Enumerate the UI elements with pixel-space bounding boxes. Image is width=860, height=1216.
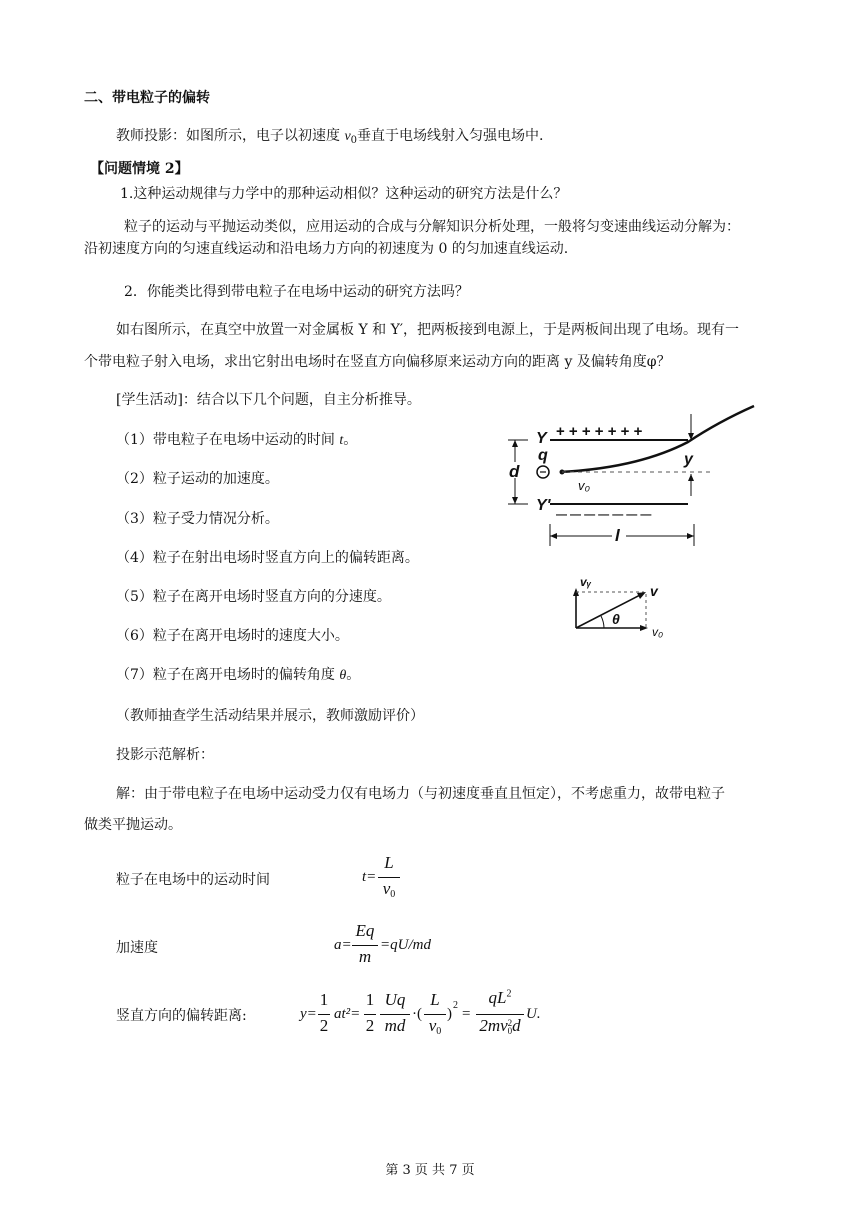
vy-label: vᵧ (580, 575, 592, 589)
item-text: （4）粒子在射出电场时竖直方向上的偏转距离。 (116, 550, 419, 566)
formula-defl-f4-den: $v_0$ (428, 1016, 442, 1037)
formula-defl-f2-den: 2 (365, 1016, 375, 1035)
formula-defl-f3-num: Uq (384, 990, 406, 1009)
intro-text-after: 垂直于电场线射入匀强电场中. (357, 128, 544, 144)
item-text: （1）带电粒子在电场中运动的时间 (116, 432, 340, 448)
activity-item-6 (116, 626, 349, 646)
item-text: （5）粒子在离开电场时竖直方向的分速度。 (116, 589, 391, 605)
formula-time-lhs: t= (362, 869, 377, 885)
teacher-check: （教师抽查学生活动结果并展示，教师激励评价） (116, 708, 424, 724)
formula-defl-mid: at²= (334, 1006, 361, 1022)
item-var: θ (339, 668, 347, 683)
item-text: （2）粒子运动的加速度。 (116, 471, 279, 487)
formula-defl-label: 竖直方向的偏转距离: (116, 1008, 247, 1024)
item-text: （7）粒子在离开电场时的偏转角度 (116, 667, 340, 683)
formula-acc-lhs: a= (334, 937, 352, 953)
activity-item-5 (116, 587, 391, 607)
theta-label: θ (612, 611, 620, 627)
l-label: l (615, 526, 620, 545)
item-var: t (339, 433, 344, 448)
scenario-title: 【问题情境 2】 (90, 161, 189, 177)
plate-yp-minus-signs: — — — — — — — (556, 509, 652, 521)
item-text: （3）粒子受力情况分析。 (116, 511, 279, 527)
formula-defl-end: U. (526, 1006, 541, 1022)
activity-item-2 (116, 469, 279, 489)
item-end: 。 (346, 667, 361, 683)
formula-acc-rhs: =qU/md (380, 937, 431, 953)
d-label: d (509, 462, 520, 481)
formula-defl-f2-num: 1 (365, 990, 375, 1009)
answer-1-line-1: 粒子的运动与平抛运动类似，应用运动的合成与分解知识分析处理，一般将匀变速曲线运动分解为： (124, 219, 740, 235)
v-label: v (650, 583, 658, 599)
solution-line-1: 解：由于带电粒子在电场中运动受力仅有电场力（与初速度垂直且恒定），不考虑重力，故带电粒子 (116, 786, 725, 802)
demo-title: 投影示范解析： (116, 747, 214, 763)
formula-time-num: L (384, 853, 394, 872)
formula-defl-f1-bar (318, 1014, 330, 1015)
plate-yp-label: Y' (536, 497, 551, 514)
scenario-para-line-1: 如右图所示，在真空中放置一对金属板 Y 和 Y′，把两板接到电源上，于是两板间出现了电场。现有一 (116, 322, 740, 338)
intro-text-before: 教师投影：如图所示，电子以初速度 (116, 128, 345, 144)
answer-1-line-2: 沿初速度方向的匀速直线运动和沿电场力方向的初速度为 0 的匀加速直线运动. (84, 241, 569, 257)
item-text: （6）粒子在离开电场时的速度大小。 (116, 628, 349, 644)
activity-item-3 (116, 509, 279, 529)
charge-label: q (538, 447, 548, 464)
formula-acc-num: Eq (355, 921, 375, 940)
activity-item-4 (116, 548, 419, 568)
formula-defl-f5-num: $qL^2$ (488, 988, 512, 1007)
v0-label-2: v₀ (652, 625, 664, 639)
section-title: 二、带电粒子的偏转 (84, 90, 210, 106)
formula-time-bar (378, 877, 400, 878)
intro-sub: 0 (350, 135, 358, 146)
activity-title: [学生活动]：结合以下几个问题，自主分析推导。 (116, 392, 421, 408)
v-resultant-arrow (576, 594, 642, 628)
formula-defl-f1-num: 1 (319, 990, 329, 1009)
formula-defl-f5-bar (476, 1014, 524, 1015)
formula-defl-sq: 2 (453, 1000, 458, 1011)
formula-defl-f1-den: 2 (319, 1016, 329, 1035)
formula-acc-label: 加速度 (116, 940, 158, 956)
formula-acc-bar (352, 945, 378, 946)
formula-defl-f3-bar (380, 1014, 410, 1015)
formula-defl-f4-bar (424, 1014, 446, 1015)
item-end: 。 (343, 432, 358, 448)
d-arrow-up (512, 440, 518, 447)
question-1: 1.这种运动规律与力学中的那种运动相似？这种运动的研究方法是什么？ (120, 186, 568, 202)
page-footer: 第 3 页 共 7 页 (385, 1163, 475, 1178)
formula-defl-dot: ·( (412, 1006, 422, 1022)
d-arrow-down (512, 497, 518, 504)
activity-item-1 (116, 430, 357, 451)
formula-time-den: $v_0$ (382, 879, 396, 900)
velocity-diagram (566, 574, 678, 640)
formula-time-label: 粒子在电场中的运动时间 (116, 872, 270, 888)
formula-acc-den: m (358, 947, 372, 966)
formula-defl-f4-num: L (430, 990, 440, 1009)
v0-label: v₀ (578, 478, 590, 493)
plate-y-plus-signs: + + + + + + + (556, 423, 643, 440)
formula-defl-lhs: y= (300, 1006, 317, 1022)
formula-defl-eq: = (462, 1006, 471, 1022)
formula-defl-f5-den: 2mv 2 0 d (479, 1016, 521, 1037)
scenario-para-line-2: 个带电粒子射入电场，求出它射出电场时在竖直方向偏移原来运动方向的距离 y 及偏转角度φ？ (84, 354, 671, 370)
plate-y-label: Y (536, 430, 547, 447)
activity-item-7 (116, 665, 360, 686)
solution-line-2: 做类平抛运动。 (84, 817, 182, 833)
question-2: 2．你能类比得到带电粒子在电场中运动的研究方法吗？ (124, 284, 469, 300)
deflection-diagram (498, 400, 760, 552)
formula-defl-f3-den: md (384, 1016, 406, 1035)
intro-var: v (344, 129, 351, 144)
y-label: y (684, 451, 693, 468)
formula-defl-f2-bar (364, 1014, 376, 1015)
formula-defl-close: ) (447, 1006, 452, 1022)
intro-line (116, 126, 544, 151)
